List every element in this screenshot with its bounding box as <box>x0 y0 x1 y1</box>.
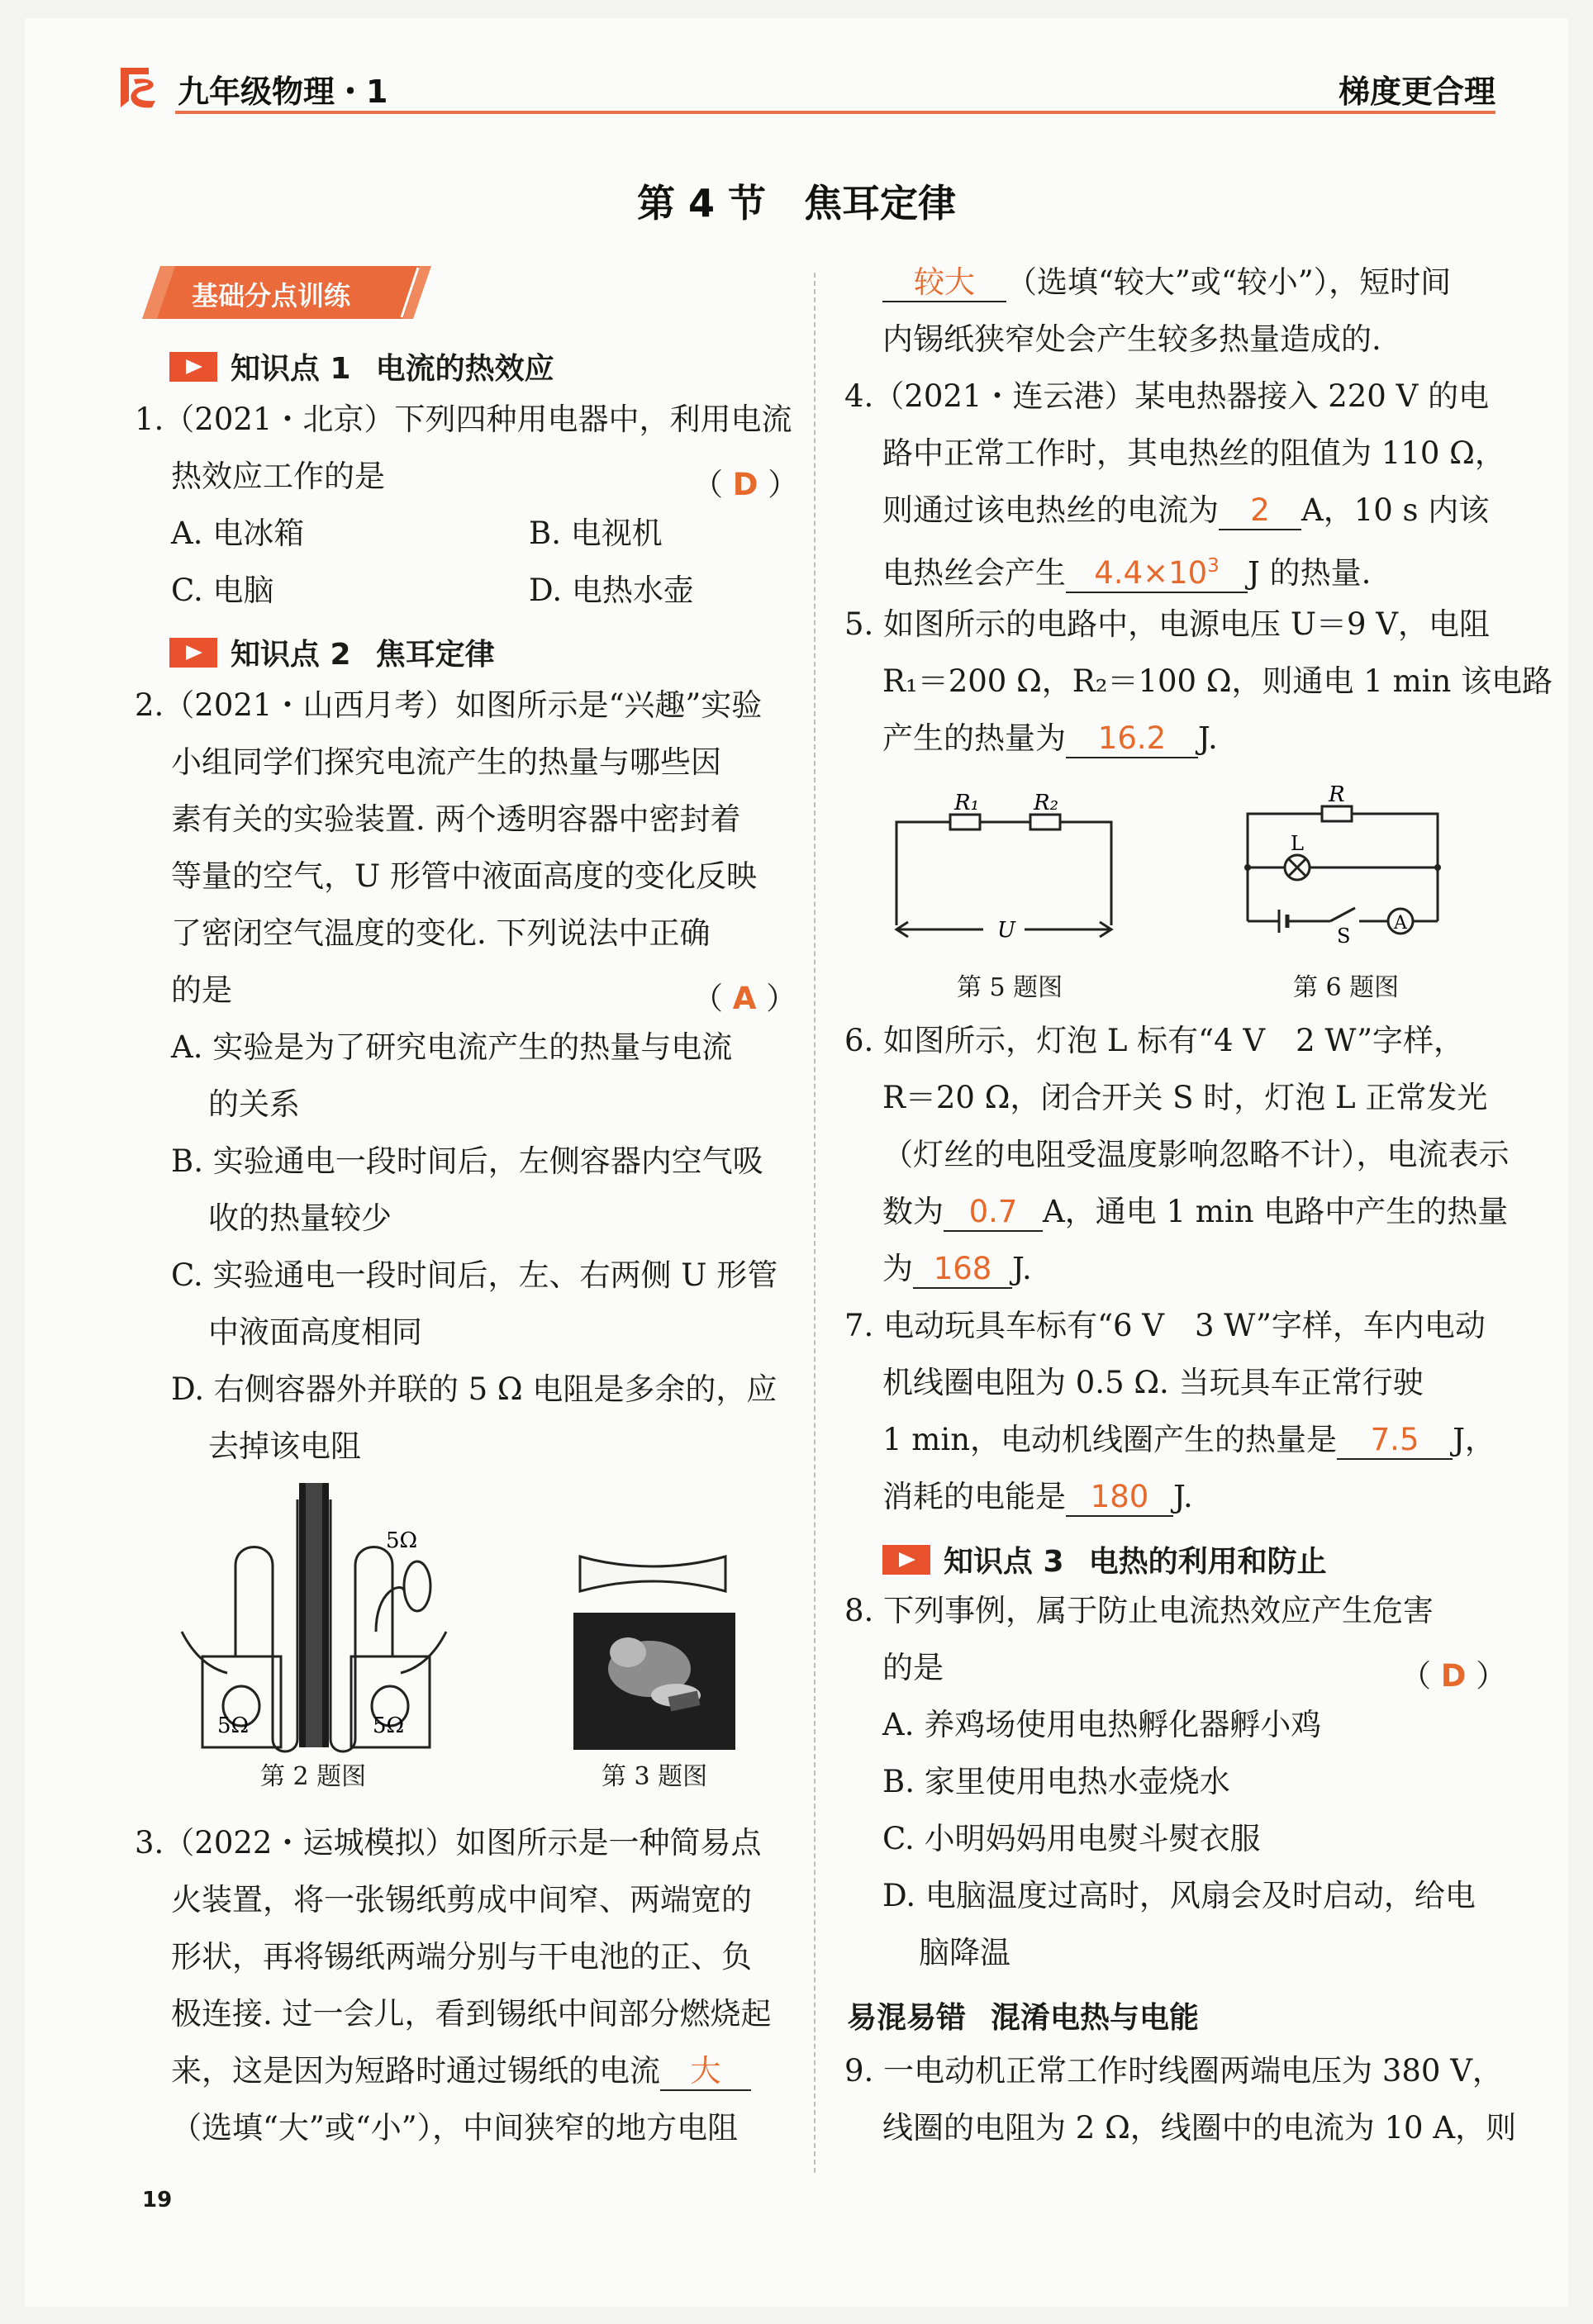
play-triangle-icon <box>169 638 217 668</box>
q2-line-1: 2.（2021・山西月考）如图所示是“兴趣”实验 <box>135 687 763 723</box>
play-triangle-icon <box>169 352 217 382</box>
answer-choice: D <box>732 467 758 502</box>
figure-6-circuit <box>1239 781 1454 950</box>
q6-text: 为 <box>882 1251 913 1286</box>
knowledge-point-3 <box>882 1538 1327 1580</box>
q2-option-c: C. 实验通电一段时间后，左、右两侧 U 形管 <box>171 1257 778 1293</box>
q1-option-c: C. 电脑 <box>171 573 274 608</box>
q6-blank-2: 168 <box>913 1251 1012 1289</box>
book-title: 九年级物理・1 <box>178 74 388 110</box>
fig-label-r: R <box>1329 782 1345 807</box>
q4-line-3 <box>882 491 1489 530</box>
fig-label-5ohm-left: 5Ω <box>217 1713 250 1738</box>
q5-line-2: R₁＝200 Ω，R₂＝100 Ω，则通电 1 min 该电路 <box>882 663 1553 699</box>
q7-text: 消耗的电能是 <box>882 1479 1066 1514</box>
q7-line-4 <box>882 1477 1193 1517</box>
q6-text: J. <box>1012 1251 1032 1286</box>
q4-answer-base: 4.4×10 <box>1094 554 1208 591</box>
q6-line-5 <box>882 1249 1032 1289</box>
q2-answer: （ A ） <box>692 981 797 1016</box>
q4-text: J 的热量. <box>1248 554 1372 591</box>
q8-line-2: 的是 <box>882 1650 944 1685</box>
figure-5-circuit <box>888 785 1120 950</box>
q5-blank: 16.2 <box>1066 720 1198 758</box>
q9-line-2: 线圈的电阻为 2 Ω，线圈中的电流为 10 A，则 <box>882 2110 1517 2146</box>
q7-blank-1: 7.5 <box>1337 1422 1453 1460</box>
q4-text: 电热丝会产生 <box>882 554 1066 591</box>
q6-text: 数为 <box>882 1194 944 1229</box>
q9-line-1: 9. 一电动机正常工作时线圈两端电压为 380 V， <box>844 2053 1503 2089</box>
q4-blank-2 <box>1066 548 1248 593</box>
q3-blank-2: 较大 <box>882 264 1006 302</box>
section-banner <box>142 266 431 319</box>
q6-line-4 <box>882 1192 1508 1232</box>
kp-label: 知识点 3 <box>944 1545 1064 1579</box>
fig-label-u: U <box>997 918 1015 943</box>
answer-choice: D <box>1440 1658 1467 1694</box>
q8-option-d-cont: 脑降温 <box>919 1935 1010 1970</box>
fig-label-l: L <box>1291 832 1304 855</box>
confusion-title: 混淆电热与电能 <box>991 2001 1200 2035</box>
column-divider <box>814 273 817 2173</box>
q2-option-a: A. 实验是为了研究电流产生的热量与电流 <box>171 1029 733 1065</box>
q3-line-5 <box>171 2051 751 2091</box>
q8-option-c: C. 小明妈妈用电熨斗熨衣服 <box>882 1821 1261 1856</box>
kp-label: 知识点 2 <box>231 638 351 672</box>
figure-2-apparatus <box>178 1483 450 1756</box>
q7-blank-2: 180 <box>1066 1479 1173 1517</box>
q5-text: 产生的热量为 <box>882 720 1066 756</box>
fig-label-ammeter: A <box>1394 913 1407 934</box>
q5-line-3 <box>882 719 1218 758</box>
confusion-label: 易混易错 <box>847 2001 967 2035</box>
fig-label-5ohm-right: 5Ω <box>373 1713 405 1738</box>
q2-option-a-cont: 的关系 <box>208 1086 300 1122</box>
q6-line-3: （灯丝的电阻受温度影响忽略不计），电流表示 <box>882 1137 1510 1172</box>
fig-label-5ohm-top: 5Ω <box>386 1528 418 1553</box>
q3-line-2: 火装置，将一张锡纸剪成中间窄、两端宽的 <box>171 1882 752 1918</box>
q1-option-b: B. 电视机 <box>529 516 663 551</box>
q2-option-b: B. 实验通电一段时间后，左侧容器内空气吸 <box>171 1143 763 1179</box>
answer-choice: A <box>732 981 757 1016</box>
q4-text: A，10 s 内该 <box>1301 492 1490 528</box>
q2-line-5: 了密闭空气温度的变化. 下列说法中正确 <box>171 915 711 951</box>
q7-line-3 <box>882 1420 1496 1460</box>
figure-2-caption: 第 2 题图 <box>260 1762 367 1791</box>
q7-text: J， <box>1453 1422 1496 1457</box>
q4-text: 则通过该电热丝的电流为 <box>882 492 1219 528</box>
figure-5-caption: 第 5 题图 <box>957 973 1063 1002</box>
q2-line-2: 小组同学们探究电流产生的热量与哪些因 <box>171 744 721 780</box>
figure-3-caption: 第 3 题图 <box>602 1762 708 1791</box>
q2-option-d-cont: 去掉该电阻 <box>208 1428 361 1464</box>
q7-line-2: 机线圈电阻为 0.5 Ω. 当玩具车正常行驶 <box>882 1365 1424 1400</box>
q8-option-b: B. 家里使用电热水壶烧水 <box>882 1764 1230 1799</box>
page-header <box>116 58 1496 116</box>
q3-line-8: 内锡纸狭窄处会产生较多热量造成的. <box>882 321 1381 357</box>
q3-line-1: 3.（2022・运城模拟）如图所示是一种简易点 <box>135 1825 762 1861</box>
fig-label-r2: R₂ <box>1034 791 1058 815</box>
q2-option-d: D. 右侧容器外并联的 5 Ω 电阻是多余的，应 <box>171 1371 777 1407</box>
section-title: 第 4 节 焦耳定律 <box>636 181 957 226</box>
kp-title: 电流的热效应 <box>375 352 554 386</box>
q1-text-2: 热效应工作的是 <box>171 459 385 494</box>
confusion-heading <box>847 1994 1199 2036</box>
q1-text: 1.（2021・北京）下列四种用电器中，利用电流 <box>135 402 792 437</box>
kp-title: 电热的利用和防止 <box>1088 1545 1327 1579</box>
q2-line-4: 等量的空气，U 形管中液面高度的变化反映 <box>171 858 757 894</box>
fig-label-r1: R₁ <box>954 791 979 815</box>
q8-line-1: 8. 下列事例，属于防止电流热效应产生危害 <box>844 1593 1434 1628</box>
q4-line-1: 4.（2021・连云港）某电热器接入 220 V 的电 <box>844 378 1490 414</box>
q5-text: J. <box>1198 720 1218 756</box>
figure-6-caption: 第 6 题图 <box>1293 973 1400 1002</box>
q3-line-3: 形状，再将锡纸两端分别与干电池的正、负 <box>171 1939 752 1975</box>
q2-line-6: 的是 <box>171 972 232 1008</box>
q4-line-2: 路中正常工作时，其电热丝的阻值为 110 Ω， <box>882 435 1505 471</box>
q1-option-d: D. 电热水壶 <box>529 573 694 608</box>
q3-line-7 <box>882 263 1451 302</box>
q8-option-d: D. 电脑温度过高时，风扇会及时启动，给电 <box>882 1878 1476 1913</box>
q8-option-a: A. 养鸡场使用电热孵化器孵小鸡 <box>882 1707 1322 1742</box>
kp-title: 焦耳定律 <box>375 638 495 672</box>
knowledge-point-1 <box>169 345 554 387</box>
q8-answer: （ D ） <box>1400 1658 1507 1694</box>
play-triangle-icon <box>882 1545 930 1575</box>
q6-text: A，通电 1 min 电路中产生的热量 <box>1043 1194 1509 1229</box>
q6-line-1: 6. 如图所示，灯泡 L 标有“4 V 2 W”字样， <box>844 1023 1465 1058</box>
q1-option-a: A. 电冰箱 <box>171 516 305 551</box>
q3-text: 来，这是因为短路时通过锡纸的电流 <box>171 2053 660 2089</box>
q7-text: 1 min，电动机线圈产生的热量是 <box>882 1422 1338 1457</box>
q2-option-c-cont: 中液面高度相同 <box>208 1314 422 1350</box>
q2-line-3: 素有关的实验装置. 两个透明容器中密封着 <box>171 801 741 837</box>
q4-answer-exp: 3 <box>1207 555 1220 577</box>
banner-text: 基础分点训练 <box>192 280 351 311</box>
header-rule <box>175 111 1496 114</box>
q6-blank-1: 0.7 <box>944 1194 1043 1232</box>
fig-label-s: S <box>1337 924 1351 948</box>
publisher-logo-icon <box>116 64 164 111</box>
q6-line-2: R＝20 Ω，闭合开关 S 时，灯泡 L 正常发光 <box>882 1080 1488 1115</box>
q3-text: （选填“较大”或“较小”），短时间 <box>1006 264 1452 300</box>
knowledge-point-2 <box>169 631 495 673</box>
q3-line-4: 极连接. 过一会儿，看到锡纸中间部分燃烧起 <box>171 1996 772 2032</box>
figure-3-foil-photo <box>570 1553 735 1751</box>
q5-line-1: 5. 如图所示的电路中，电源电压 U＝9 V，电阻 <box>844 606 1491 642</box>
q4-line-4 <box>882 548 1371 593</box>
q4-blank-1: 2 <box>1219 492 1301 530</box>
q2-option-b-cont: 收的热量较少 <box>208 1200 392 1236</box>
q3-line-6: （选填“大”或“小”），中间狭窄的地方电阻 <box>171 2110 739 2146</box>
page-number: 19 <box>142 2188 173 2212</box>
q7-text: J. <box>1173 1479 1193 1514</box>
q7-line-1: 7. 电动玩具车标有“6 V 3 W”字样，车内电动 <box>844 1308 1486 1343</box>
q3-blank-1: 大 <box>660 2053 751 2091</box>
q1-answer: （ D ） <box>692 467 799 502</box>
header-slogan: 梯度更合理 <box>1338 74 1496 110</box>
kp-label: 知识点 1 <box>231 352 351 386</box>
